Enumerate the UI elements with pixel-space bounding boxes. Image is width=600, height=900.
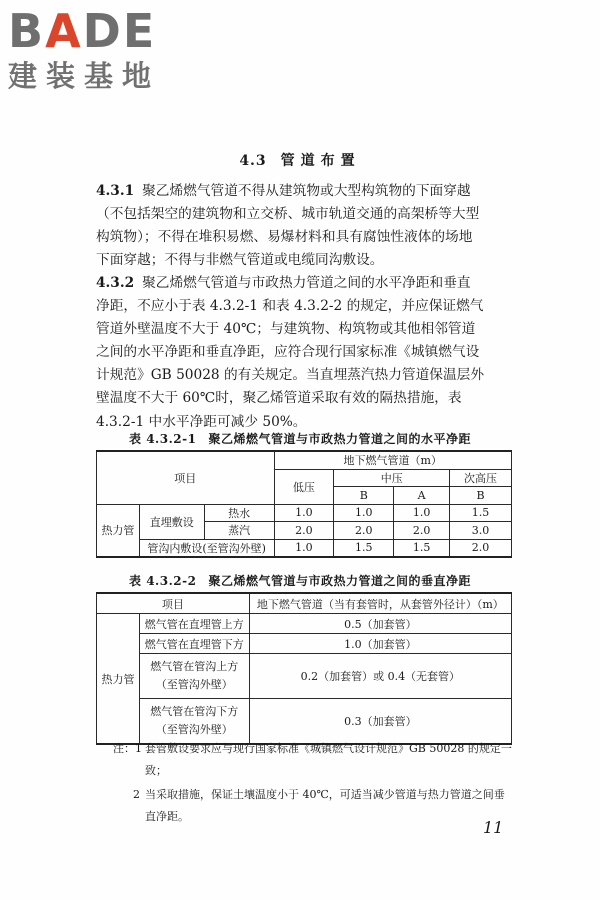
table-cell: 0.3（加套管） (249, 699, 511, 745)
logo-wordmark: BADE (8, 4, 157, 58)
clause-line: 4.3.2-1 中水平净距可减少 50%。 (96, 413, 307, 430)
header-sub-b: B (450, 487, 512, 505)
table2-caption (0, 572, 600, 589)
table-cell: 1.5 (334, 539, 394, 557)
section-number: 4.3 (239, 153, 267, 169)
table-cell: 0.5（加套管） (249, 614, 511, 634)
table-cell: 2.0 (450, 539, 512, 557)
header-item: 项目 (97, 451, 275, 504)
clause-number: 4.3.1 (96, 183, 135, 199)
clause-line: （不包括架空的建筑物和立交桥、城市轨道交通的高架桥等大型 (96, 206, 480, 223)
note-number: 1 (135, 742, 142, 755)
clause-line: 计规范》GB 50028 的有关规定。当直埋蒸汽热力管道保温层外 (96, 367, 485, 384)
clause-line: 壁温度不大于 60℃时，聚乙烯管道采取有效的隔热措施，表 (96, 390, 462, 407)
table-cell: 1.0 (274, 504, 334, 522)
vertical-clearance-table (96, 592, 512, 745)
notes-label: 注： (113, 742, 135, 755)
clause-line: 构筑物）；不得在堆积易燃、易爆材料和具有腐蚀性液体的场地 (96, 229, 473, 246)
table-cell: 1.5 (450, 504, 512, 522)
clause-4-3-2 (96, 272, 514, 434)
clause-line: 4.3.2 聚乙烯燃气管道与市政热力管道之间的水平净距和垂直 (96, 275, 471, 291)
table-cell: 1.0（加套管） (249, 634, 511, 654)
note-text: 当采取措施，保证土壤温度小于 40℃，可适当减少管道与热力管道之间垂直净距。 (145, 788, 505, 823)
horizontal-clearance-table (96, 450, 512, 558)
row-label: 燃气管在管沟下方 （至管沟外壁） (139, 699, 249, 745)
row-group-label: 热力管 (97, 614, 140, 745)
table-row (97, 614, 512, 634)
header-medium-pressure: 中压 (334, 469, 450, 487)
table-row (97, 654, 512, 699)
row-label: 燃气管在直埋管上方 (139, 614, 249, 634)
row-subgroup-label: 直埋敷设 (139, 504, 204, 539)
table-cell: 1.0 (274, 539, 334, 557)
clause-line: 下面穿越；不得与非燃气管道或电缆同沟敷设。 (96, 252, 384, 269)
note-item (113, 784, 513, 828)
clause-number: 4.3.2 (96, 275, 135, 291)
table-cell: 1.0 (334, 504, 394, 522)
note-text: 套管敷设要求应与现行国家标准《城镇燃气设计规范》GB 50028 的规定一致； (145, 742, 512, 777)
clause-line: 净距，不应小于表 4.3.2-1 和表 4.3.2-2 的规定，并应保证燃气 (96, 298, 484, 315)
row-label: 燃气管在直埋管下方 (139, 634, 249, 654)
header-sub-b: B (334, 487, 394, 505)
row-label: 热水 (204, 504, 274, 522)
logo-subtitle: 建装基地 (8, 59, 161, 93)
table1-number: 表 4.3.2-1 (129, 432, 197, 446)
clause-line: 4.3.1 聚乙烯燃气管道不得从建筑物或大型构筑物的下面穿越 (96, 183, 471, 199)
section-heading: 管道布置 (280, 153, 361, 169)
table-header-row (97, 593, 512, 614)
header-group: 地下燃气管道（m） (274, 451, 512, 469)
note-item (113, 738, 513, 782)
table-row (97, 504, 512, 522)
table-cell: 3.0 (450, 522, 512, 540)
table-cell: 1.0 (394, 504, 450, 522)
table-row (97, 634, 512, 654)
header-value: 地下燃气管道（当有套管时，从套管外径计）（m） (249, 593, 511, 614)
table-cell: 2.0 (394, 522, 450, 540)
clause-line: 之间的水平净距和垂直净距，应符合现行国家标准《城镇燃气设 (96, 344, 480, 361)
clause-line: 管道外壁温度不大于 40℃；与建筑物、构筑物或其他相邻管道 (96, 321, 476, 338)
note-number: 2 (133, 788, 140, 801)
row-label: 燃气管在管沟上方 （至管沟外壁） (139, 654, 249, 699)
table-notes (113, 738, 513, 828)
header-sub-a: A (394, 487, 450, 505)
table-cell: 2.0 (334, 522, 394, 540)
table2-title: 聚乙烯燃气管道与市政热力管道之间的垂直净距 (208, 574, 471, 588)
table-cell: 0.2（加套管）或 0.4（无套管） (249, 654, 511, 699)
table-header-row (97, 451, 512, 469)
header-low-pressure: 低压 (274, 469, 334, 504)
section-title (0, 150, 600, 170)
clause-4-3-1 (96, 180, 514, 272)
page-number: 11 (483, 818, 504, 837)
table-cell: 2.0 (274, 522, 334, 540)
header-item: 项目 (97, 593, 250, 614)
table1-title: 聚乙烯燃气管道与市政热力管道之间的水平净距 (208, 432, 471, 446)
table-row (97, 539, 512, 557)
table2-number: 表 4.3.2-2 (129, 574, 197, 588)
brand-logo (8, 6, 178, 94)
row-group-label: 热力管 (97, 504, 140, 557)
row-label: 蒸汽 (204, 522, 274, 540)
row-label: 管沟内敷设(至管沟外壁) (139, 539, 274, 557)
table1-caption (0, 430, 600, 447)
table-cell: 1.5 (394, 539, 450, 557)
header-sub-high-pressure: 次高压 (450, 469, 512, 487)
